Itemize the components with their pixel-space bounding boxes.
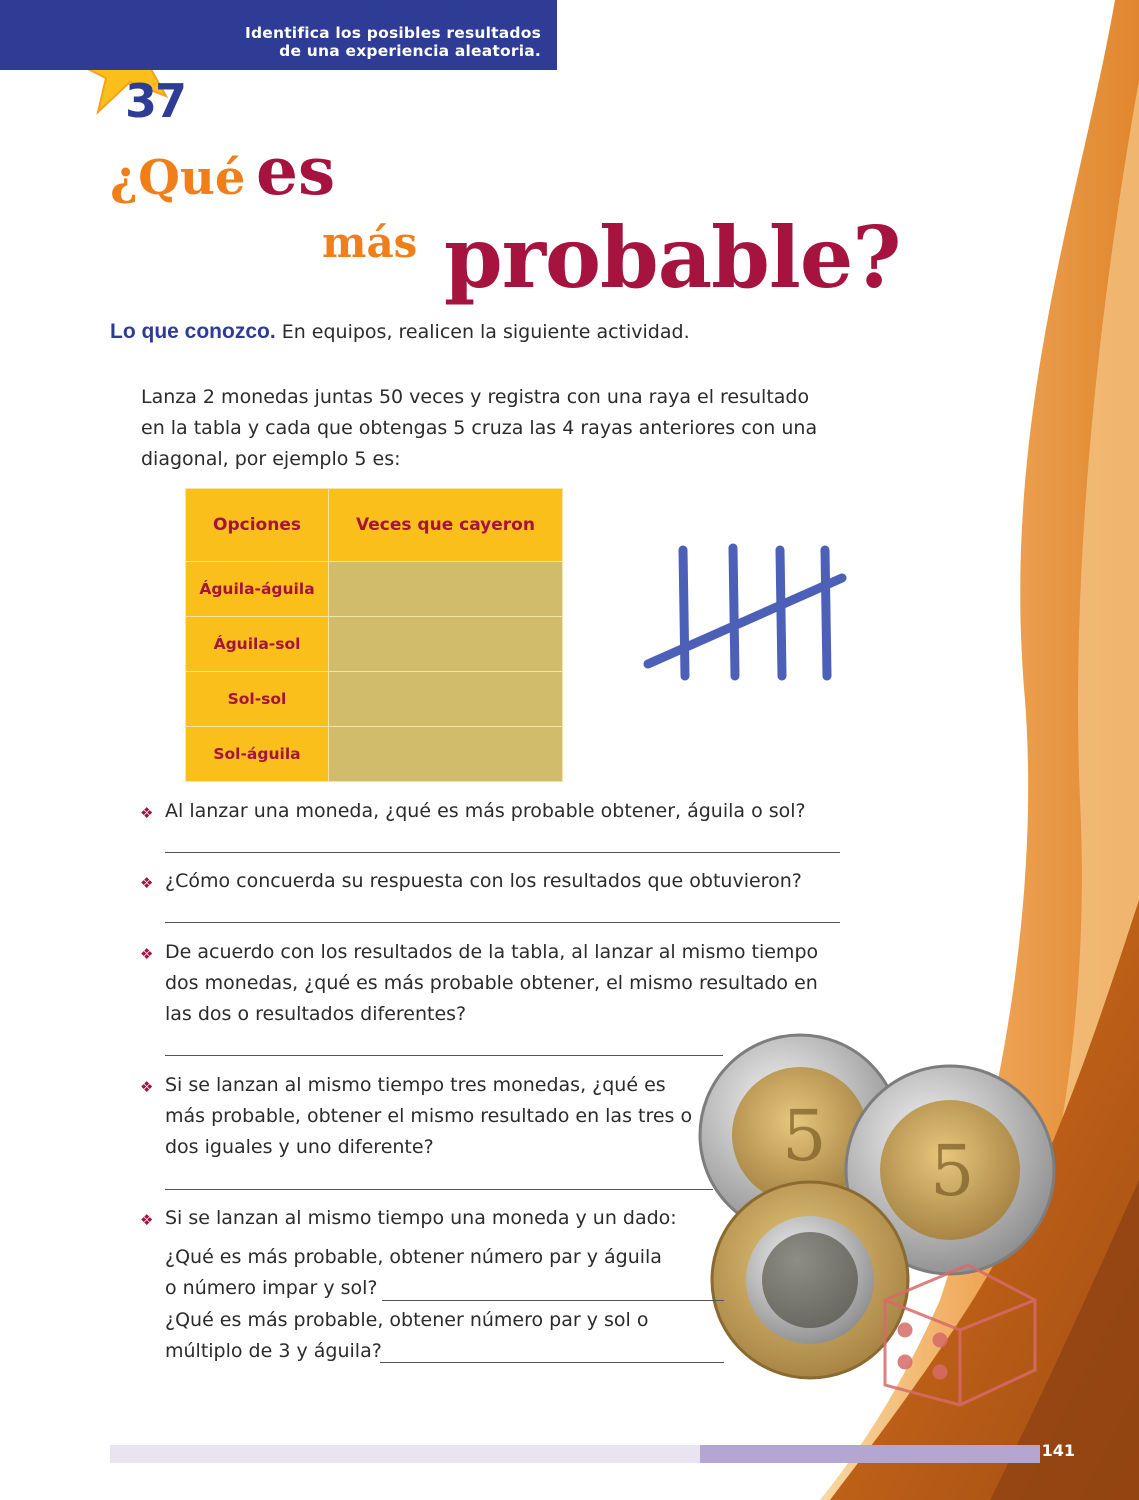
coin-numeral-1: 5 bbox=[782, 1095, 827, 1177]
intro-line bbox=[110, 320, 690, 344]
lesson-number: 37 bbox=[125, 74, 186, 128]
question-text: Al lanzar una moneda, ¿qué es más probable obtener, águila o sol? bbox=[165, 800, 806, 822]
table-row bbox=[186, 617, 563, 672]
objective-line-2: de una experiencia aleatoria. bbox=[279, 42, 541, 60]
header-times: Veces que cayeron bbox=[329, 489, 563, 562]
title-word-probable: probable? bbox=[444, 208, 901, 307]
lesson-objective bbox=[245, 24, 541, 60]
tally-marks-illustration bbox=[648, 548, 842, 676]
coin-numeral-2: 5 bbox=[930, 1130, 975, 1212]
question-5 bbox=[140, 1203, 720, 1234]
tally-cell[interactable] bbox=[329, 562, 563, 617]
answer-line-4[interactable] bbox=[165, 1189, 713, 1190]
intro-text: En equipos, realicen la siguiente actividad. bbox=[275, 321, 690, 343]
subquestion-2-line-2: múltiplo de 3 y águila? bbox=[165, 1340, 382, 1362]
table-row bbox=[186, 672, 563, 727]
answer-line-2[interactable] bbox=[165, 922, 840, 923]
header-bar bbox=[0, 0, 557, 70]
question-text: De acuerdo con los resultados de la tabla, al lanzar al mismo tiempo dos monedas, ¿qué es más probable obtener, el mismo resultado en las dos o resultados diferentes? bbox=[165, 941, 819, 1025]
footer-stripes bbox=[110, 1445, 1040, 1463]
title-word-mas: más bbox=[322, 218, 418, 267]
bullet-icon: ❖ bbox=[140, 945, 154, 963]
tally-cell[interactable] bbox=[329, 727, 563, 782]
tally-cell[interactable] bbox=[329, 617, 563, 672]
bullet-icon: ❖ bbox=[140, 874, 154, 892]
intro-label: Lo que conozco. bbox=[110, 320, 276, 343]
header-options: Opciones bbox=[186, 489, 329, 562]
table-header-row bbox=[186, 489, 563, 562]
answer-line-5a[interactable] bbox=[382, 1300, 724, 1301]
bullet-icon: ❖ bbox=[140, 804, 154, 822]
page-number: 141 bbox=[1041, 1441, 1075, 1460]
option-cell: Sol-águila bbox=[186, 727, 329, 782]
question-2 bbox=[140, 866, 820, 897]
question-text: ¿Cómo concuerda su respuesta con los resultados que obtuvieron? bbox=[165, 870, 802, 892]
activity-instruction: Lanza 2 monedas juntas 50 veces y registra con una raya el resultado en la tabla y cada que obtengas 5 cruza las 4 rayas anteriores con una diagonal, por ejemplo 5 es: bbox=[141, 386, 818, 470]
tally-table bbox=[185, 488, 563, 782]
table-row bbox=[186, 727, 563, 782]
tally-cell[interactable] bbox=[329, 672, 563, 727]
question-text: Si se lanzan al mismo tiempo tres monedas, ¿qué es más probable, obtener el mismo resultado en las tres o dos iguales y uno diferente? bbox=[165, 1074, 693, 1158]
answer-line-1[interactable] bbox=[165, 852, 840, 853]
question-text: Si se lanzan al mismo tiempo una moneda y un dado: bbox=[165, 1207, 677, 1229]
objective-line-1: Identifica los posibles resultados bbox=[244, 24, 541, 42]
bullet-icon: ❖ bbox=[140, 1211, 154, 1229]
title-word-es: es bbox=[256, 132, 336, 210]
bullet-icon: ❖ bbox=[140, 1078, 154, 1096]
table-row bbox=[186, 562, 563, 617]
question-4 bbox=[140, 1070, 710, 1163]
option-cell: Águila-sol bbox=[186, 617, 329, 672]
title-word-que: ¿Qué bbox=[110, 150, 246, 206]
question-1 bbox=[140, 796, 820, 827]
subquestion-1-line-2: o número impar y sol? bbox=[165, 1277, 378, 1299]
subquestion-2 bbox=[165, 1305, 725, 1367]
option-cell: Águila-águila bbox=[186, 562, 329, 617]
option-cell: Sol-sol bbox=[186, 672, 329, 727]
answer-line-5b[interactable] bbox=[380, 1362, 724, 1363]
subquestion-2-line-1: ¿Qué es más probable, obtener número par y sol o bbox=[165, 1309, 649, 1331]
answer-line-3[interactable] bbox=[165, 1055, 723, 1056]
subquestion-1-line-1: ¿Qué es más probable, obtener número par y águila bbox=[165, 1246, 662, 1268]
subquestion-1 bbox=[165, 1242, 725, 1304]
question-3 bbox=[140, 937, 820, 1030]
